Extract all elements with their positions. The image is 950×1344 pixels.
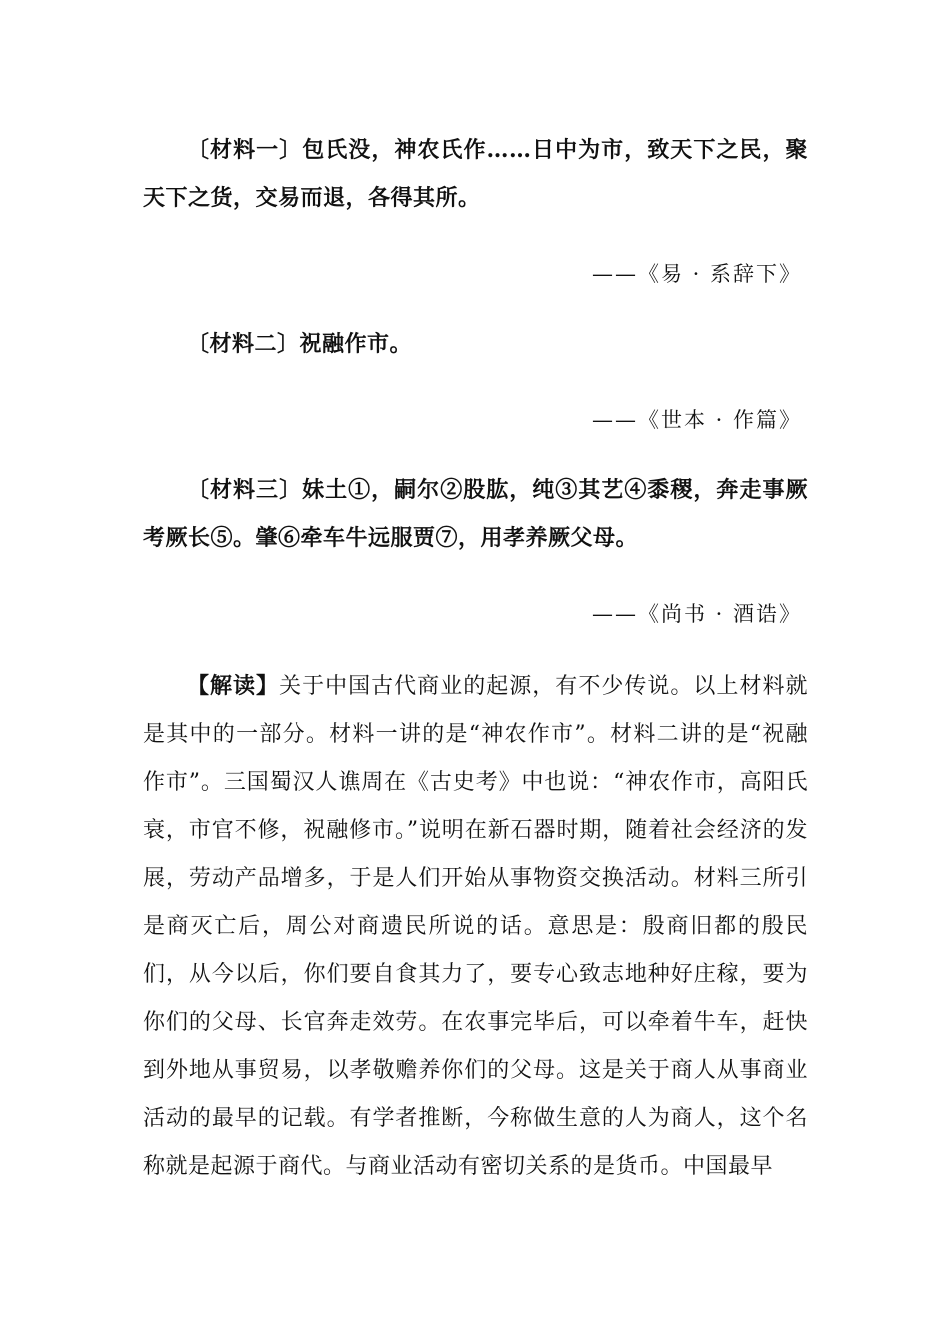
material-3-text: 〔材料三〕妹土①，嗣尔②股肱，纯③其艺④黍稷，奔走事厥考厥长⑤。肇⑥牵车牛远服贾⑦，用孝养厥父母。 bbox=[143, 477, 808, 551]
material-2-text: 〔材料二〕祝融作市。 bbox=[187, 331, 413, 357]
interpretation-text: 关于中国古代商业的起源，有不少传说。以上材料就是其中的一部分。材料一讲的是“神农作市”。材料二讲的是“祝融作市”。三国蜀汉人谯周在《古史考》中也说：“神农作市，高阳氏衰，市官不修，祝融修市。”说明在新石器时期，随着社会经济的发展，劳动产品增多，于是人们开始从事物资交换活动。材料三所引是商灭亡后，周公对商遗民所说的话。意思是：殷商旧都的殷民们，从今以后，你们要自食其力了，要专心致志地种好庄稼，要为你们的父母、长官奔走效劳。在农事完毕后，可以牵着牛车，赶快到外地从事贸易，以孝敬赡养你们的父母。这是关于商人从事商业活动的最早的记载。有学者推断，今称做生意的人为商人，这个名称就是起源于商代。与商业活动有密切关系的是货币。中国最早 bbox=[143, 674, 808, 1179]
material-3-source: ——《尚书 · 酒诰》 bbox=[591, 602, 802, 626]
interpretation-paragraph bbox=[143, 662, 808, 1191]
interpretation-label: 【解读】 bbox=[187, 673, 280, 699]
material-1-source: ——《易 · 系辞下》 bbox=[591, 262, 802, 286]
material-2-source: ——《世本 · 作篇》 bbox=[591, 408, 802, 432]
material-1-text: 〔材料一〕包氏没，神农氏作……日中为市，致天下之民，聚天下之货，交易而退，各得其所。 bbox=[143, 137, 808, 211]
